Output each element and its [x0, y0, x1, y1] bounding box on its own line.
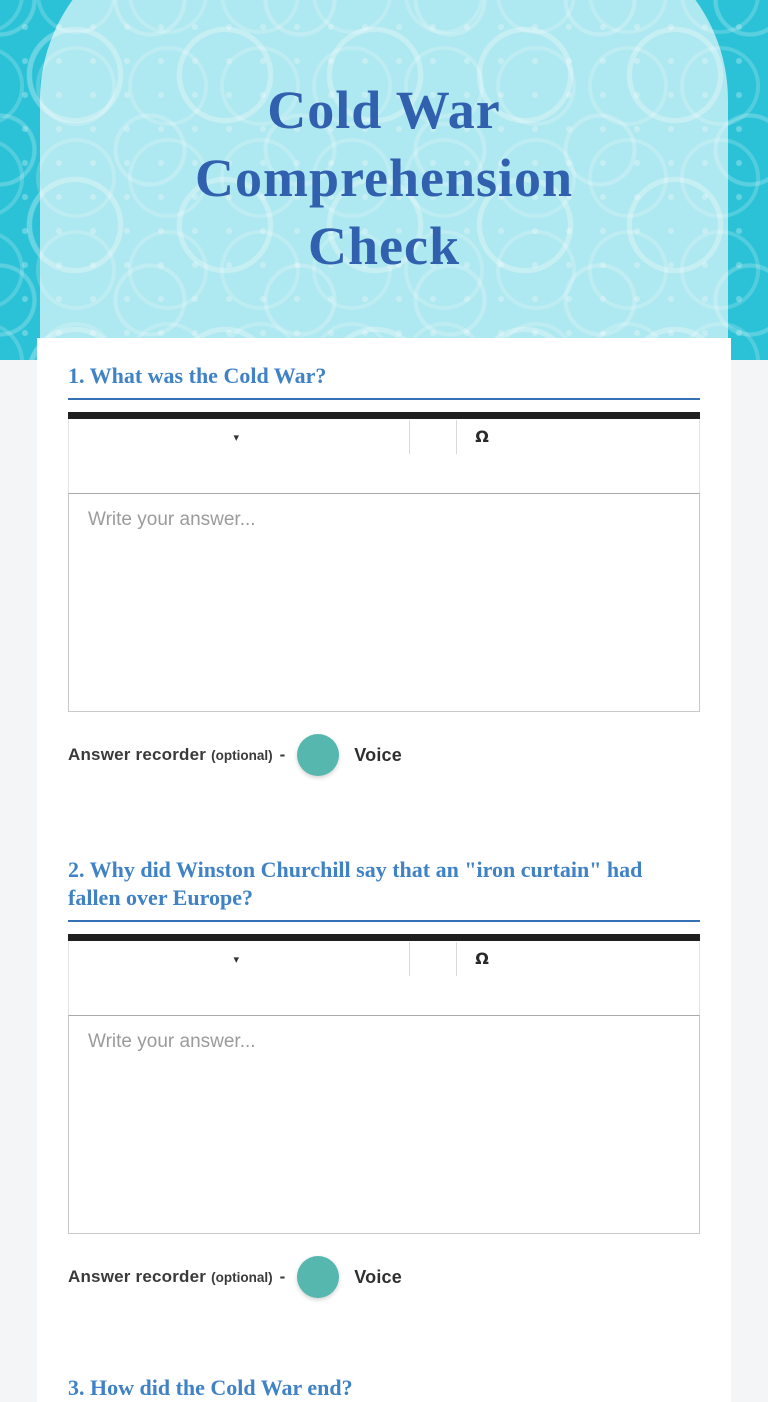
recorder-separator: -	[279, 1267, 286, 1286]
voice-label: Voice	[354, 1266, 402, 1287]
toolbar-separator	[456, 942, 457, 976]
recorder-separator: -	[279, 745, 286, 764]
question-block-1	[68, 362, 700, 776]
question-3-label: 3. How did the Cold War end?	[68, 1375, 353, 1400]
question-2-underline	[68, 920, 700, 922]
rich-text-editor-1	[68, 412, 700, 712]
recorder-optional-label: (optional)	[211, 747, 273, 763]
voice-record-button[interactable]	[297, 1256, 339, 1298]
question-1-label: 1. What was the Cold War?	[68, 363, 327, 388]
special-characters-icon[interactable]: Ω	[465, 942, 499, 976]
page-title-line-3: Check	[308, 216, 460, 276]
question-block-2	[68, 856, 700, 1298]
recorder-label: Answer recorder	[68, 1267, 207, 1286]
page-title-line-2: Comprehension	[194, 148, 574, 208]
toolbar-blank-button[interactable]	[410, 942, 456, 976]
page-title-line-1: Cold War	[267, 80, 501, 140]
voice-record-button[interactable]	[297, 734, 339, 776]
toolbar-separator	[456, 420, 457, 454]
question-block-3	[68, 1374, 700, 1402]
format-dropdown[interactable]	[69, 942, 399, 978]
recorder-optional-label: (optional)	[211, 1269, 273, 1285]
toolbar-blank-button[interactable]	[410, 420, 456, 454]
rich-text-editor-2	[68, 934, 700, 1234]
question-1-underline	[68, 398, 700, 400]
page-title	[40, 76, 728, 280]
recorder-label: Answer recorder	[68, 745, 207, 764]
answer-recorder-row-1	[68, 734, 700, 776]
format-dropdown[interactable]	[69, 420, 399, 456]
voice-label: Voice	[354, 744, 402, 765]
special-characters-icon[interactable]: Ω	[465, 420, 499, 454]
header-banner	[0, 0, 768, 360]
editor-toolbar	[68, 941, 700, 1015]
form-sheet	[37, 338, 731, 1402]
editor-toolbar	[68, 419, 700, 493]
editor-top-bar	[68, 412, 700, 419]
dropdown-caret-icon: ▾	[233, 954, 239, 966]
question-2-label: 2. Why did Winston Churchill say that an "iron curtain" had fallen over Europe?	[68, 857, 643, 910]
answer-recorder-row-2	[68, 1256, 700, 1298]
answer-textbox-1[interactable]: Write your answer...	[68, 493, 700, 712]
editor-top-bar	[68, 934, 700, 941]
answer-textbox-2[interactable]: Write your answer...	[68, 1015, 700, 1234]
dropdown-caret-icon: ▾	[233, 432, 239, 444]
